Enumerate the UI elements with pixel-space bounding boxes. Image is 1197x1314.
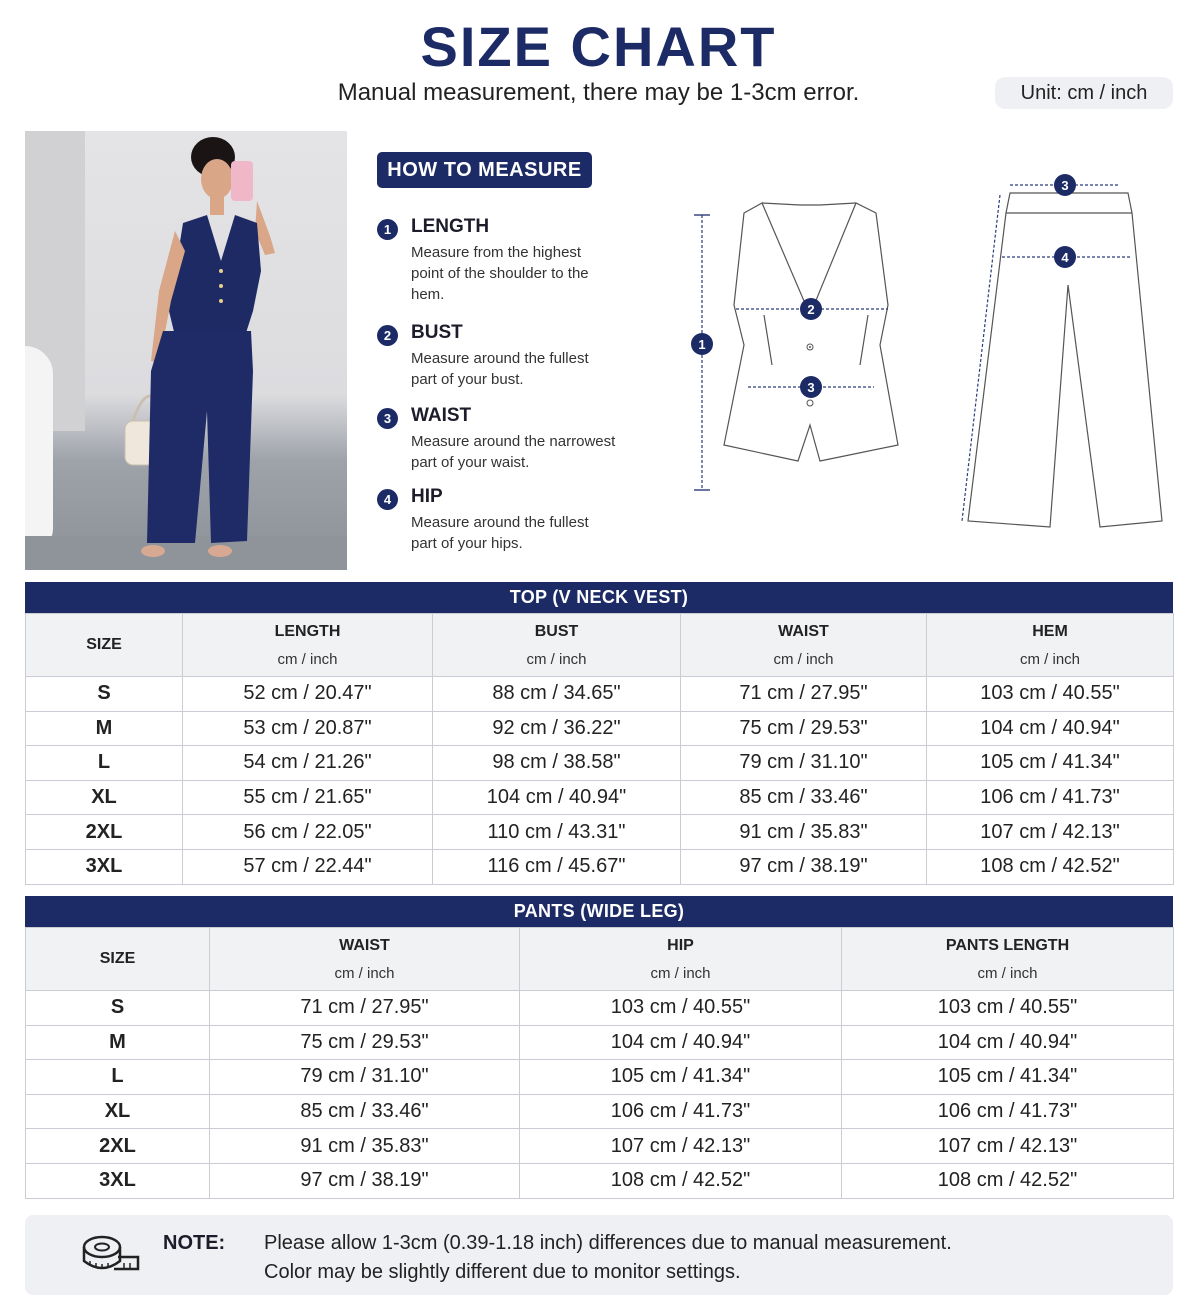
size-header: SIZE [26, 614, 183, 677]
measurement-cell: 105 cm / 41.34" [842, 1060, 1174, 1095]
page-title: SIZE CHART [420, 15, 777, 78]
measurement-cell: 103 cm / 40.55" [520, 991, 842, 1026]
measurement-cell: 107 cm / 42.13" [520, 1129, 842, 1164]
size-cell: 3XL [26, 1163, 210, 1198]
table-row [26, 1163, 1174, 1198]
page-subtitle: Manual measurement, there may be 1-3cm error. [337, 79, 860, 106]
measurement-cell: 85 cm / 33.46" [210, 1094, 520, 1129]
measurement-cell: 116 cm / 45.67" [433, 849, 681, 884]
table-row [26, 711, 1174, 746]
table-row [26, 1060, 1174, 1095]
measurement-cell: 57 cm / 22.44" [183, 849, 433, 884]
size-cell: XL [26, 780, 183, 815]
measurement-cell: 104 cm / 40.94" [927, 711, 1174, 746]
measurement-cell: 107 cm / 42.13" [842, 1129, 1174, 1164]
measurement-cell: 108 cm / 42.52" [842, 1163, 1174, 1198]
measurement-cell: 105 cm / 41.34" [520, 1060, 842, 1095]
step-description: Measure around the narrowest part of your waist. [411, 433, 616, 471]
measurement-cell: 104 cm / 40.94" [433, 780, 681, 815]
size-cell: 3XL [26, 849, 183, 884]
measurement-cell: 97 cm / 38.19" [681, 849, 927, 884]
measurement-cell: 79 cm / 31.10" [681, 746, 927, 781]
step-title: WAIST [411, 405, 472, 426]
step-number: 3 [377, 408, 398, 429]
table-row [26, 815, 1174, 850]
pants-marker-3 [1054, 174, 1076, 196]
measurement-cell: 105 cm / 41.34" [927, 746, 1174, 781]
svg-text:1: 1 [698, 337, 706, 352]
column-header: WAIST cm / inch [681, 614, 927, 677]
size-cell: XL [26, 1094, 210, 1129]
measurement-cell: 106 cm / 41.73" [927, 780, 1174, 815]
step-title: BUST [411, 322, 463, 343]
size-cell: S [26, 991, 210, 1026]
measurement-cell: 92 cm / 36.22" [433, 711, 681, 746]
note-box [25, 1215, 1173, 1295]
table-row [26, 991, 1174, 1026]
svg-text:3: 3 [1061, 178, 1069, 193]
product-photo [25, 131, 347, 570]
step-number: 1 [377, 219, 398, 240]
table-title: PANTS (WIDE LEG) [25, 896, 1173, 927]
size-cell: L [26, 746, 183, 781]
note-label: NOTE: [163, 1232, 226, 1254]
unit-badge: Unit: cm / inch [995, 77, 1173, 109]
table-row [26, 1025, 1174, 1060]
svg-text:4: 4 [1061, 250, 1069, 265]
measurement-cell: 85 cm / 33.46" [681, 780, 927, 815]
size-header: SIZE [26, 928, 210, 991]
measurement-cell: 106 cm / 41.73" [842, 1094, 1174, 1129]
step-number: 2 [377, 325, 398, 346]
pants-size-table [25, 896, 1173, 1199]
measurement-cell: 108 cm / 42.52" [927, 849, 1174, 884]
step-description: Measure from the highest point of the shoulder to the hem. [411, 244, 589, 303]
model-figure [25, 131, 347, 570]
step-description: Measure around the fullest part of your hips. [411, 514, 589, 552]
measurement-cell: 54 cm / 21.26" [183, 746, 433, 781]
svg-text:2: 2 [807, 302, 815, 317]
measurement-cell: 91 cm / 35.83" [681, 815, 927, 850]
vest-diagram [724, 203, 898, 461]
vest-marker-2 [800, 298, 822, 320]
measurement-cell: 104 cm / 40.94" [520, 1025, 842, 1060]
vest-marker-1 [691, 333, 713, 355]
measurement-cell: 52 cm / 20.47" [183, 677, 433, 712]
table-title: TOP (V NECK VEST) [25, 582, 1173, 613]
measurement-cell: 71 cm / 27.95" [681, 677, 927, 712]
table-row [26, 677, 1174, 712]
measurement-cell: 88 cm / 34.65" [433, 677, 681, 712]
measurement-cell: 79 cm / 31.10" [210, 1060, 520, 1095]
measurement-cell: 91 cm / 35.83" [210, 1129, 520, 1164]
step-number: 4 [377, 489, 398, 510]
measurement-cell: 106 cm / 41.73" [520, 1094, 842, 1129]
column-header: PANTS LENGTH cm / inch [842, 928, 1174, 991]
column-header: WAIST cm / inch [210, 928, 520, 991]
measurement-cell: 98 cm / 38.58" [433, 746, 681, 781]
column-header: BUST cm / inch [433, 614, 681, 677]
svg-text:3: 3 [807, 380, 815, 395]
table-row [26, 849, 1174, 884]
table-row [26, 746, 1174, 781]
step-title: HIP [411, 486, 443, 507]
size-cell: S [26, 677, 183, 712]
measurement-cell: 75 cm / 29.53" [681, 711, 927, 746]
note-line: Color may be slightly different due to monitor settings. [264, 1261, 741, 1283]
size-cell: M [26, 1025, 210, 1060]
table-row [26, 780, 1174, 815]
measurement-cell: 53 cm / 20.87" [183, 711, 433, 746]
table-row [26, 1129, 1174, 1164]
step-description: Measure around the fullest part of your bust. [411, 350, 589, 388]
measurement-cell: 75 cm / 29.53" [210, 1025, 520, 1060]
column-header: HIP cm / inch [520, 928, 842, 991]
table-row [26, 1094, 1174, 1129]
note-line: Please allow 1-3cm (0.39-1.18 inch) differences due to manual measurement. [264, 1232, 952, 1254]
measuring-tape-icon [80, 1233, 140, 1275]
column-header: LENGTH cm / inch [183, 614, 433, 677]
pants-diagram [968, 193, 1162, 527]
measurement-cell: 56 cm / 22.05" [183, 815, 433, 850]
size-cell: 2XL [26, 815, 183, 850]
pants-marker-4 [1054, 246, 1076, 268]
measurement-cell: 97 cm / 38.19" [210, 1163, 520, 1198]
step-title: LENGTH [411, 216, 490, 237]
how-to-measure-badge: HOW TO MEASURE [377, 152, 592, 188]
measurement-diagrams [680, 165, 1180, 545]
measurement-cell: 103 cm / 40.55" [842, 991, 1174, 1026]
column-header: HEM cm / inch [927, 614, 1174, 677]
measurement-cell: 104 cm / 40.94" [842, 1025, 1174, 1060]
measurement-cell: 107 cm / 42.13" [927, 815, 1174, 850]
size-cell: 2XL [26, 1129, 210, 1164]
vest-marker-3 [800, 376, 822, 398]
measurement-cell: 103 cm / 40.55" [927, 677, 1174, 712]
size-cell: M [26, 711, 183, 746]
top-size-table [25, 582, 1173, 885]
size-cell: L [26, 1060, 210, 1095]
measurement-cell: 71 cm / 27.95" [210, 991, 520, 1026]
measurement-cell: 110 cm / 43.31" [433, 815, 681, 850]
measurement-cell: 55 cm / 21.65" [183, 780, 433, 815]
measurement-cell: 108 cm / 42.52" [520, 1163, 842, 1198]
